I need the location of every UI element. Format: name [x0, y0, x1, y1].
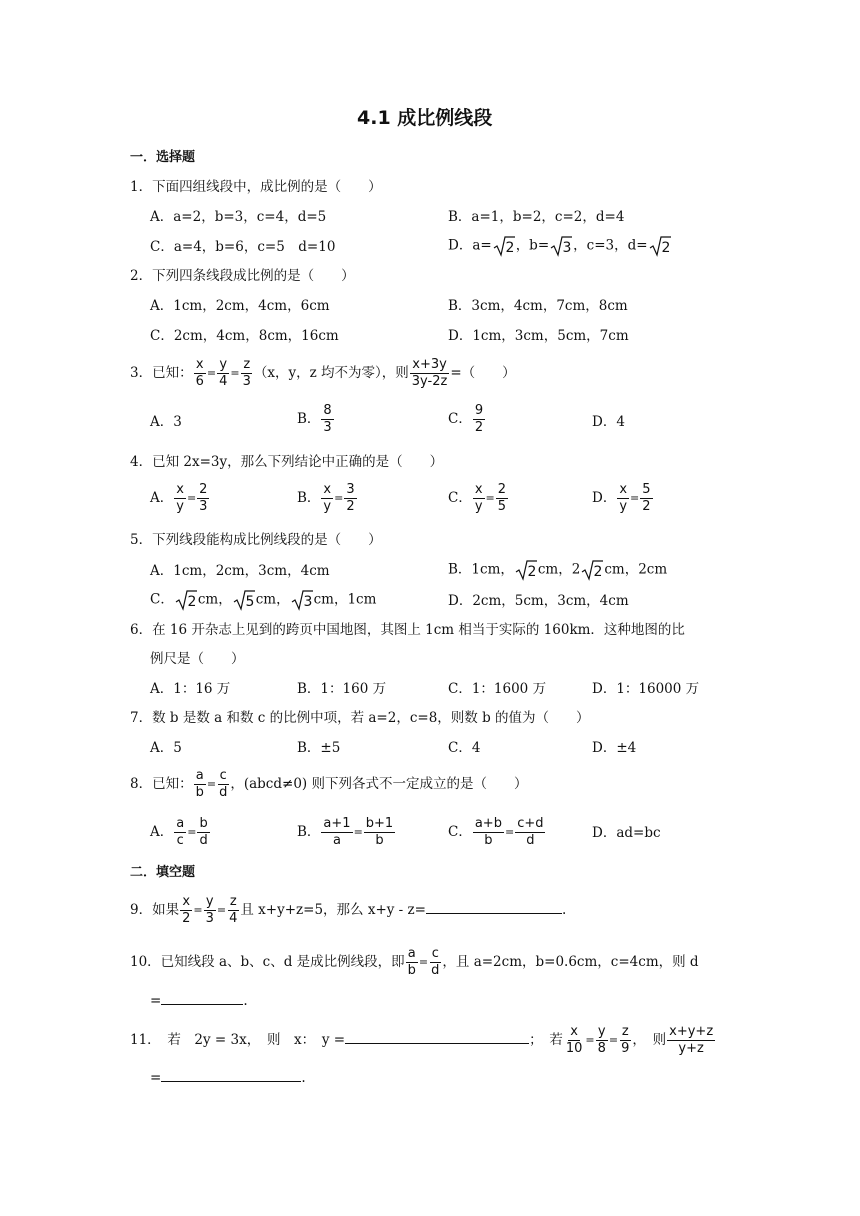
question-1-option-a: A．a=2，b=3，c=4，d=5: [150, 209, 327, 225]
fraction: $\frac{x}{6}$: [195, 357, 204, 389]
fraction: $\frac{z}{4}$: [229, 894, 238, 926]
question-8-stem: 8．已知： $\frac{a}{b}$ = $\frac{c}{d}$ ，(abcd≠0) 则下列各式不一定成立的是（ ）: [130, 768, 528, 800]
sqrt-symbol: [493, 235, 515, 257]
fraction: $\frac{8}{3}$: [323, 403, 332, 435]
fraction: $\frac{x}{y}$: [619, 482, 628, 514]
fraction: $\frac{c}{d}$: [219, 768, 228, 800]
question-7-stem: 7．数 b 是数 a 和数 c 的比例中项，若 a=2，c=8，则数 b 的值为（ ）: [130, 710, 590, 726]
question-4-option-b: B． $\frac{x}{y}$ = $\frac{3}{2}$: [297, 482, 355, 514]
fraction: $\frac{y}{4}$: [219, 357, 228, 389]
question-11-stem: 11． 若 2y = 3x， 则 x： y = ； 若 $\frac{x}{10}$ = $\frac{y}{8}$ = $\frac{z}{9}$ ， 则 $\frac{x+y+z}{y+z}$: [130, 1024, 714, 1056]
question-5-option-d: D．2cm，5cm，3cm，4cm: [448, 593, 629, 609]
fraction: $\frac{y}{3}$: [205, 894, 214, 926]
fraction: $\frac{c}{d}$: [431, 946, 440, 978]
question-7-option-a: A．5: [150, 740, 182, 756]
sqrt-symbol: [550, 235, 572, 257]
section-heading-fill: 二．填空题: [130, 865, 196, 880]
fraction: $\frac{a}{b}$: [407, 946, 416, 978]
answer-blank[interactable]: [345, 1029, 529, 1044]
question-2-stem: 2．下列四条线段成比例的是（ ）: [130, 268, 355, 284]
svg-text:3: 3: [562, 240, 572, 256]
answer-blank[interactable]: [161, 990, 243, 1005]
stem-suffix: =（ ）: [450, 365, 516, 381]
fraction: $\frac{z}{3}$: [242, 357, 251, 389]
question-5-option-c: C． 2 cm， 5 cm， 3 cm，1cm: [150, 589, 376, 611]
fraction: $\frac{x+y+z}{y+z}$: [669, 1024, 714, 1056]
question-5-stem: 5．下列线段能构成比例线段的是（ ）: [130, 532, 382, 548]
stem-middle: （x，y，z 均不为零），则: [253, 365, 409, 381]
question-6-option-d: D．1：16000 万: [592, 681, 700, 697]
question-6-option-c: C．1：1600 万: [448, 681, 547, 697]
sqrt-symbol: [515, 559, 537, 581]
question-8-option-a: A． $\frac{a}{c}$ = $\frac{b}{d}$: [150, 816, 208, 848]
question-3-option-c: C． $\frac{9}{2}$: [448, 403, 484, 435]
option-d-c: ，c=3，d=: [573, 237, 648, 254]
fraction: $\frac{x}{y}$: [176, 482, 184, 514]
fraction: $\frac{b}{d}$: [199, 816, 208, 848]
question-11-answer-line: = .: [150, 1067, 306, 1088]
section-heading-choice: 一．选择题: [130, 150, 196, 165]
answer-blank[interactable]: [426, 899, 562, 914]
question-4-option-d: D． $\frac{x}{y}$ = $\frac{5}{2}$: [592, 482, 651, 514]
option-d-b: ，b=: [515, 237, 550, 254]
svg-text:2: 2: [527, 564, 537, 580]
question-7-option-c: C．4: [448, 740, 481, 756]
fraction: $\frac{5}{2}$: [642, 482, 651, 514]
question-7-option-d: D．±4: [592, 740, 637, 756]
question-3-option-a: A．3: [150, 414, 182, 430]
fraction: $\frac{x}{y}$: [474, 482, 483, 514]
sqrt-symbol: [291, 589, 313, 611]
question-5-option-a: A．1cm，2cm，3cm，4cm: [150, 563, 330, 579]
svg-text:5: 5: [245, 594, 255, 610]
question-1-option-b: B．a=1，b=2，c=2，d=4: [448, 209, 625, 225]
question-3-option-d: D．4: [592, 414, 625, 430]
question-2-option-a: A．1cm，2cm，4cm，6cm: [150, 298, 330, 314]
question-1-option-d: [448, 235, 672, 257]
fraction: $\frac{c+d}{d}$: [517, 816, 544, 848]
fraction: $\frac{z}{9}$: [621, 1024, 630, 1056]
svg-text:2: 2: [593, 564, 603, 580]
sqrt-symbol: [233, 589, 255, 611]
question-10-stem: 10．已知线段 a、b、c、d 是成比例线段，即 $\frac{a}{b}$ = $\frac{c}{d}$ ，且 a=2cm，b=0.6cm，c=4cm，则 d: [130, 946, 699, 978]
fraction: $\frac{x}{y}$: [323, 482, 332, 514]
question-1-option-c: C．a=4，b=6，c=5 d=10: [150, 239, 336, 255]
sqrt-symbol: [175, 589, 197, 611]
svg-text:2: 2: [187, 594, 197, 610]
fraction: $\frac{b+1}{b}$: [365, 816, 394, 848]
fraction: $\frac{2}{3}$: [199, 482, 208, 514]
svg-text:2: 2: [505, 240, 515, 256]
fraction: $\frac{2}{5}$: [497, 482, 507, 514]
fraction: $\frac{x+3y}{3y-2z}$: [411, 357, 448, 389]
question-6-option-a: A．1：16 万: [150, 681, 231, 697]
sqrt-symbol: [649, 235, 671, 257]
question-9-stem: 9．如果 $\frac{x}{2}$ = $\frac{y}{3}$ = $\frac{z}{4}$ 且 x+y+z=5，那么 x+y - z= .: [130, 894, 567, 926]
question-2-option-d: D．1cm，3cm，5cm，7cm: [448, 328, 629, 344]
question-6-option-b: B．1：160 万: [297, 681, 387, 697]
question-8-option-c: C． $\frac{a+b}{b}$ = $\frac{c+d}{d}$: [448, 816, 544, 848]
question-1-stem: 1．下面四组线段中，成比例的是（ ）: [130, 179, 382, 195]
stem-prefix: 3．已知：: [130, 365, 193, 381]
question-4-option-c: C． $\frac{x}{y}$ = $\frac{2}{5}$: [448, 482, 507, 514]
question-8-option-b: B． $\frac{a+1}{a}$ = $\frac{b+1}{b}$: [297, 816, 394, 848]
svg-text:3: 3: [303, 594, 313, 610]
question-6-stem-line-2: 例尺是（ ）: [150, 651, 245, 667]
fraction: $\frac{y}{8}$: [597, 1024, 606, 1056]
question-4-option-a: A． $\frac{x}{y}$ = $\frac{2}{3}$: [150, 482, 208, 514]
option-d-prefix: D．a=: [448, 237, 492, 254]
fraction: $\frac{9}{2}$: [474, 403, 484, 435]
fraction: $\frac{x}{2}$: [182, 894, 191, 926]
fraction: $\frac{a+1}{a}$: [323, 816, 351, 848]
question-7-option-b: B．±5: [297, 740, 341, 756]
question-5-option-b: B．1cm， 2 cm，2 2 cm，2cm: [448, 559, 667, 581]
question-4-stem: 4．已知 2x=3y，那么下列结论中正确的是（ ）: [130, 454, 444, 470]
sqrt-symbol: [581, 559, 603, 581]
svg-text:2: 2: [661, 240, 670, 256]
answer-blank[interactable]: [161, 1067, 301, 1082]
question-8-option-d: D．ad=bc: [592, 825, 661, 841]
question-10-answer-line: = .: [150, 990, 248, 1011]
question-2-option-c: C．2cm，4cm，8cm，16cm: [150, 328, 339, 344]
question-3-option-b: B． $\frac{8}{3}$: [297, 403, 332, 435]
question-2-option-b: B．3cm，4cm，7cm，8cm: [448, 298, 628, 314]
fraction: $\frac{a+b}{b}$: [474, 816, 502, 848]
fraction: $\frac{a}{c}$: [176, 816, 185, 848]
fraction: $\frac{x}{10}$: [565, 1024, 583, 1056]
question-6-stem-line-1: 6．在 16 开杂志上见到的跨页中国地图，其图上 1cm 相当于实际的 160km．这种地图的比: [130, 622, 685, 638]
fraction: $\frac{a}{b}$: [195, 768, 204, 800]
question-3-stem: 3．已知： $\frac{x}{6}$ = $\frac{y}{4}$ = $\frac{z}{3}$ （x，y，z 均不为零），则 $\frac{x+3y}{3y-2z}$ =（ ）: [130, 357, 516, 389]
page-title: 4.1 成比例线段: [357, 107, 493, 129]
fraction: $\frac{3}{2}$: [346, 482, 355, 514]
